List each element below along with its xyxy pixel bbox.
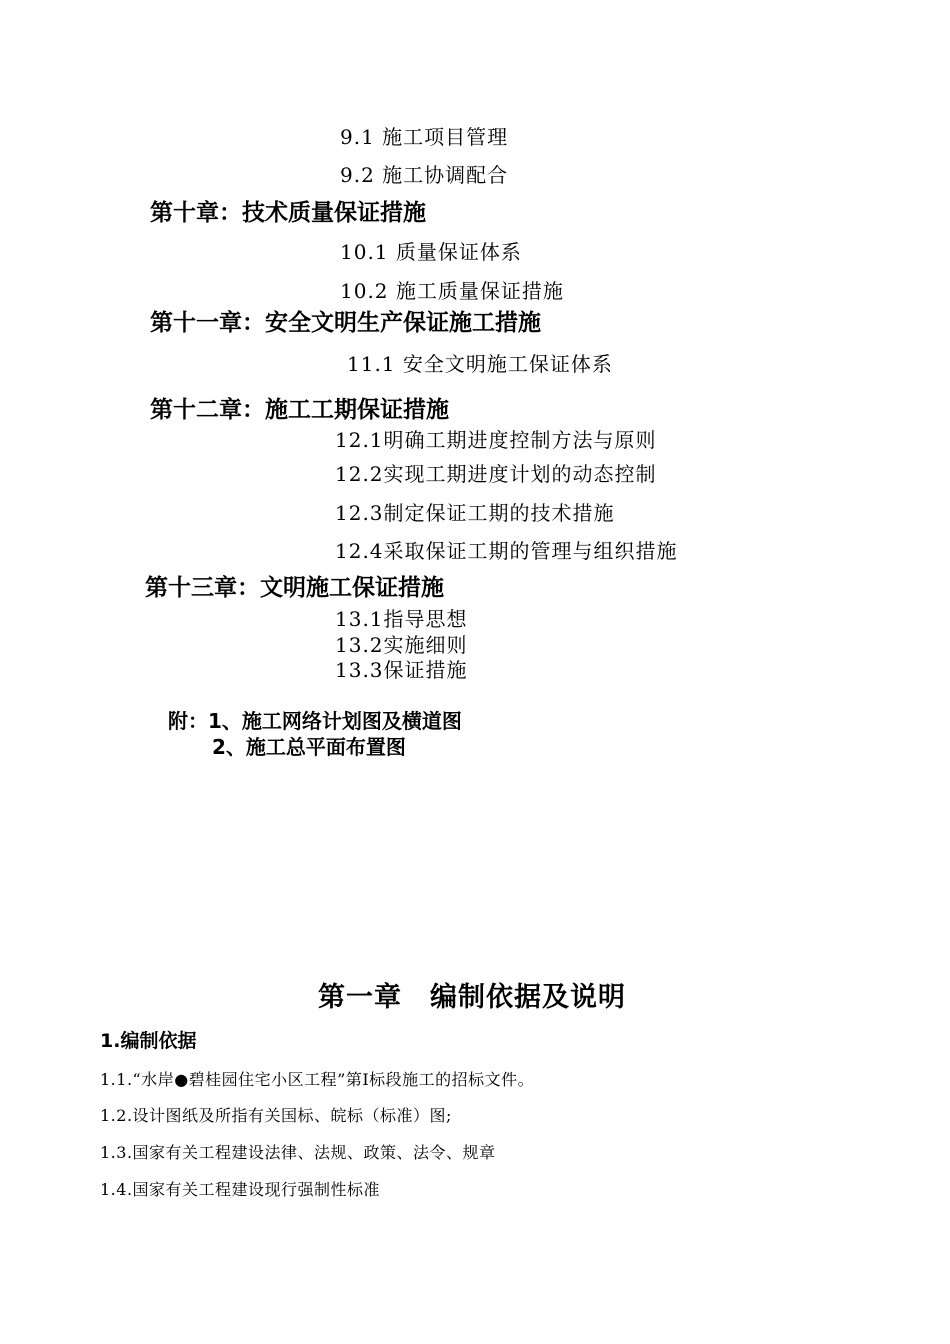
toc-chapter-11: 第十一章：安全文明生产保证施工措施 [150, 310, 541, 336]
toc-entry-12-3: 12.3制定保证工期的技术措施 [335, 501, 615, 525]
toc-entry-11-1: 11.1 安全文明施工保证体系 [347, 352, 613, 376]
list-item: 1.2.设计图纸及所指有关国标、皖标（标准）图; [100, 1106, 452, 1125]
toc-entry-13-2: 13.2实施细则 [335, 633, 468, 657]
list-item: 1.1.“水岸●碧桂园住宅小区工程”第Ⅰ标段施工的招标文件。 [100, 1070, 535, 1089]
toc-appendix-2: 2、施工总平面布置图 [212, 735, 406, 759]
toc-entry-9-1: 9.1 施工项目管理 [340, 125, 509, 149]
toc-chapter-12: 第十二章：施工工期保证措施 [150, 397, 449, 423]
toc-entry-9-2: 9.2 施工协调配合 [340, 163, 509, 187]
toc-entry-10-2: 10.2 施工质量保证措施 [340, 279, 564, 303]
list-item: 1.3.国家有关工程建设法律、法规、政策、法令、规章 [100, 1143, 496, 1162]
list-item: 1.4.国家有关工程建设现行强制性标准 [100, 1180, 381, 1199]
toc-chapter-13: 第十三章：文明施工保证措施 [145, 575, 444, 601]
toc-entry-10-1: 10.1 质量保证体系 [340, 240, 522, 264]
toc-appendix-1: 附：1、施工网络计划图及横道图 [168, 709, 462, 733]
toc-entry-13-1: 13.1指导思想 [335, 607, 468, 631]
toc-entry-13-3: 13.3保证措施 [335, 658, 468, 682]
toc-entry-12-1: 12.1明确工期进度控制方法与原则 [335, 428, 657, 452]
chapter-1-title: 第一章 编制依据及说明 [318, 982, 626, 1013]
toc-entry-12-2: 12.2实现工期进度计划的动态控制 [335, 462, 657, 486]
section-heading: 1.编制依据 [100, 1030, 197, 1052]
toc-chapter-10: 第十章：技术质量保证措施 [150, 200, 426, 226]
toc-entry-12-4: 12.4采取保证工期的管理与组织措施 [335, 539, 678, 563]
